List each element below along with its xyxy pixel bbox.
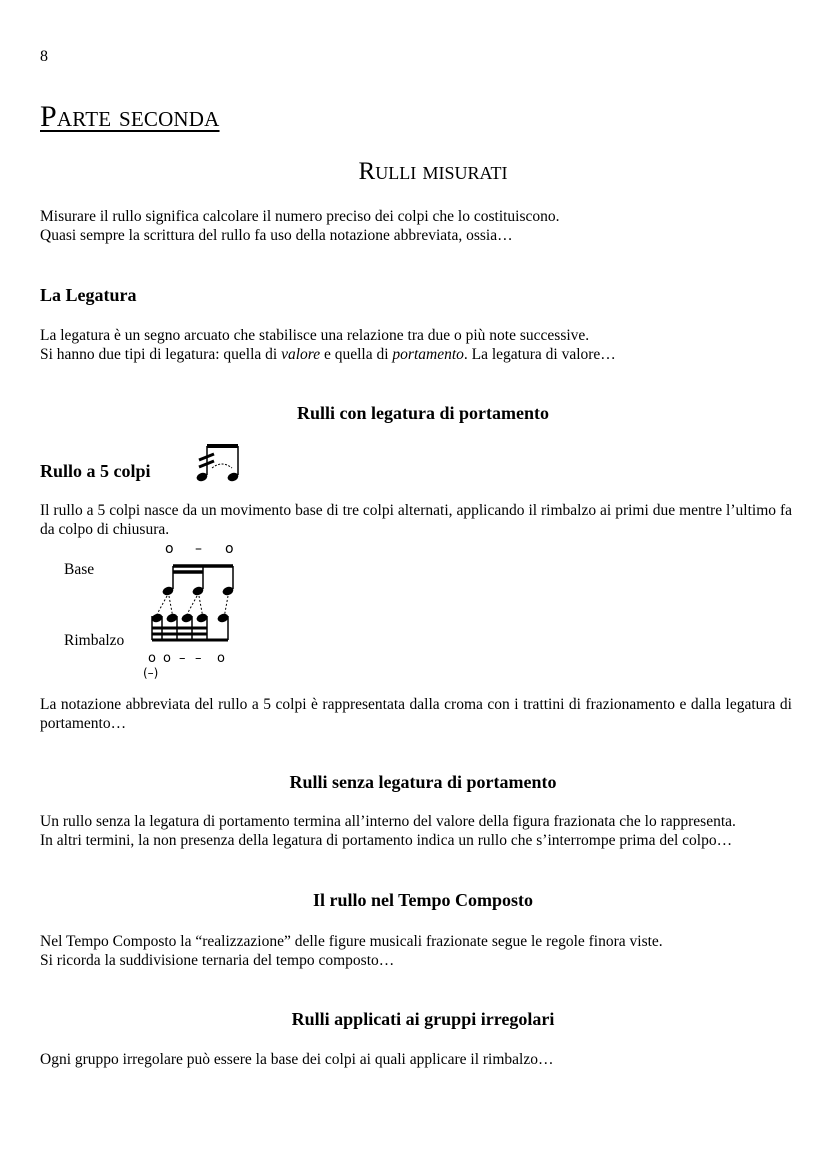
section-heading-con-legatura: Rulli con legatura di portamento <box>297 403 549 423</box>
intro-line-1: Misurare il rullo significa calcolare il numero preciso dei colpi che lo costituiscono. <box>40 208 560 225</box>
legatura-paragraph <box>40 326 792 364</box>
rebound-connectors <box>155 596 228 618</box>
intro-paragraph <box>40 207 792 245</box>
section-heading-gruppi-irregolari: Rulli applicati ai gruppi irregolari <box>291 1009 555 1029</box>
label-base: Base <box>64 561 95 578</box>
legatura-term-valore: valore <box>281 346 321 363</box>
section-heading-tempo-composto: Il rullo nel Tempo Composto <box>312 890 534 910</box>
part-title: Parte seconda <box>40 100 220 133</box>
chapter-title: Rulli misurati <box>358 158 508 185</box>
legatura-term-portamento: portamento <box>392 346 464 363</box>
rullo5-heading: Rullo a 5 colpi <box>40 461 151 481</box>
base-notes <box>161 566 234 597</box>
sticking-bottom-1: o <box>148 651 156 666</box>
section4-line-1: Ogni gruppo irregolare può essere la base dei colpi ai quali applicare il rimbalzo… <box>40 1051 554 1068</box>
intro-line-2: Quasi sempre la scrittura del rullo fa uso della notazione abbreviata, ossia… <box>40 227 513 244</box>
legatura-text-a: Si hanno due tipi di legatura: quella di <box>40 346 282 363</box>
sticking-top-3: o <box>225 541 234 557</box>
legatura-heading: La Legatura <box>40 285 137 305</box>
label-rimbalzo: Rimbalzo <box>64 632 125 649</box>
section2-line-1: Un rullo senza la legatura di portamento termina all’interno del valore della figura frazionata che lo rappresenta. <box>40 813 736 830</box>
section2-paragraph <box>40 812 792 850</box>
section3-line-2: Si ricorda la suddivisione ternaria del tempo composto… <box>40 952 395 969</box>
sticking-bottom-4: – <box>195 651 202 666</box>
section3-paragraph <box>40 932 792 970</box>
page-number: 8 <box>40 48 48 65</box>
rullo5-diagram <box>140 556 250 656</box>
sticking-bottom-3: – <box>179 651 186 666</box>
legatura-text-c: e quella di <box>320 346 393 363</box>
sticking-top-2: – <box>195 541 202 557</box>
legatura-line-1: La legatura è un segno arcuato che stabilisce una relazione tra due o più note successive. <box>40 327 590 344</box>
rullo5-paragraph: Il rullo a 5 colpi nasce da un movimento base di tre colpi alternati, applicando il rimbalzo ai primi due mentre l’ultimo fa da colpo di chiusura. <box>40 502 792 538</box>
sticking-bottom-5: o <box>217 651 225 666</box>
legatura-line-2 <box>40 345 792 364</box>
sticking-paren: (–) <box>143 666 159 680</box>
section4-paragraph <box>40 1050 792 1069</box>
section3-line-1: Nel Tempo Composto la “realizzazione” delle figure musicali frazionate segue le regole finora viste. <box>40 933 663 950</box>
section2-line-2: In altri termini, la non presenza della legatura di portamento indica un rullo che s’interrompe prima del colpo… <box>40 832 733 849</box>
rimbalzo-notes <box>150 612 229 640</box>
rullo5-paragraph-2: La notazione abbreviata del rullo a 5 colpi è rappresentata dalla croma con i trattini di frazionamento e dalla legatura di portamento… <box>40 696 792 732</box>
section-heading-senza-legatura: Rulli senza legatura di portamento <box>289 772 557 792</box>
legatura-text-e: . La legatura di valore… <box>463 346 616 363</box>
sticking-bottom-2: o <box>163 651 171 666</box>
rullo5-notation-icon <box>190 440 250 486</box>
sticking-top-1: o <box>165 541 174 557</box>
